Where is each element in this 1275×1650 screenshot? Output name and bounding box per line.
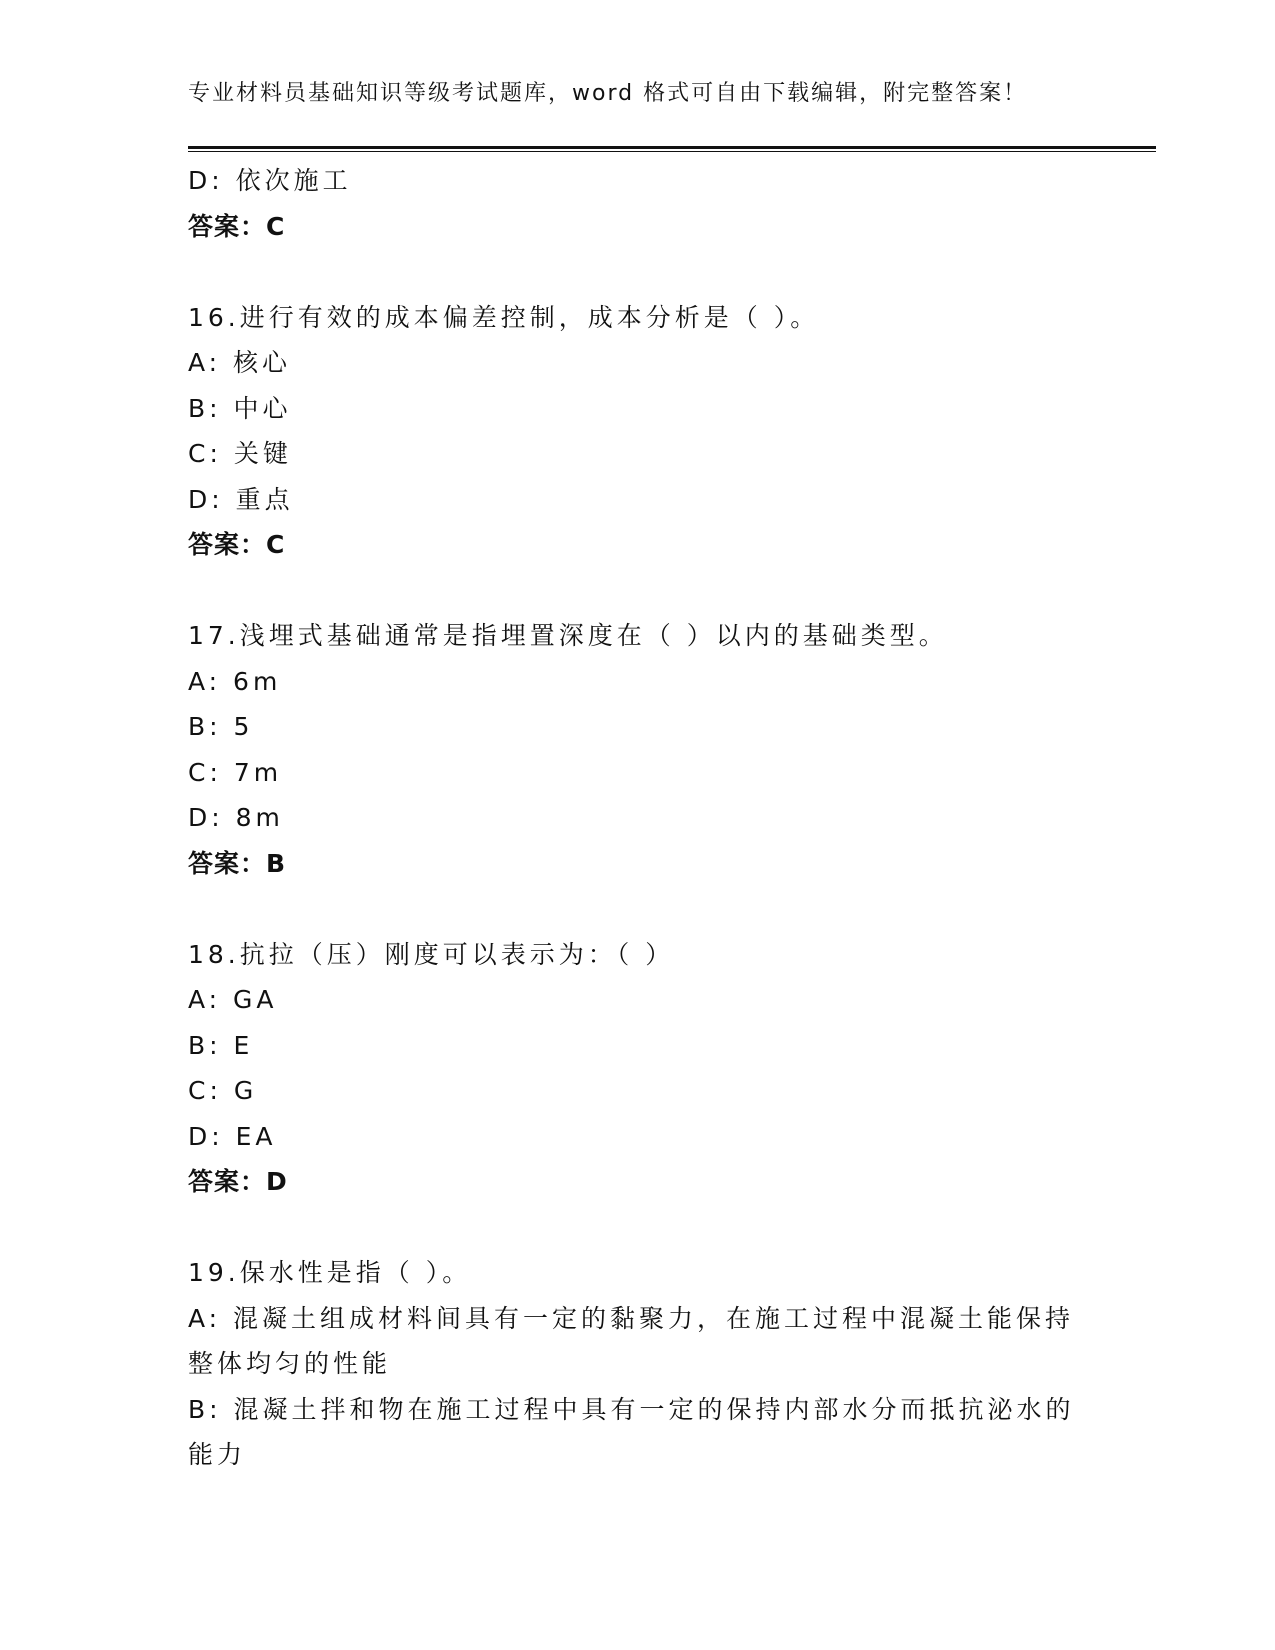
option-c: C: 7m [188, 757, 283, 787]
option-a: A: 6m [188, 666, 282, 696]
option-c: C: G [188, 1076, 258, 1105]
question-18 [188, 932, 1088, 1205]
question-16 [188, 295, 1088, 568]
spacer [188, 568, 1088, 614]
option-a: A: GA [188, 985, 278, 1014]
question-list [188, 158, 1088, 1478]
answer: 答案：B [188, 848, 287, 878]
spacer [188, 1205, 1088, 1251]
page-header-title: 专业材料员基础知识等级考试题库，word 格式可自由下载编辑，附完整答案！ [188, 81, 1028, 106]
option-d: D: EA [188, 1121, 277, 1151]
answer: 答案：D [188, 1167, 288, 1196]
question-stem: 18.抗拉（压）刚度可以表示为：（ ） [188, 939, 675, 969]
option-b: B: 混凝土拌和物在施工过程中具有一定的保持内部水分而抵抗泌水的能力 [188, 1394, 1075, 1469]
spacer [188, 249, 1088, 295]
question-stem: 17.浅埋式基础通常是指埋置深度在（ ）以内的基础类型。 [188, 621, 948, 650]
question-17 [188, 613, 1088, 886]
option-b: B: 5 [188, 712, 254, 741]
option-d: D: 8m [188, 803, 284, 832]
question-stem: 16.进行有效的成本偏差控制，成本分析是（ ）。 [188, 302, 820, 332]
prev-option-d: D: 依次施工 [188, 166, 352, 195]
option-b: B: 中心 [188, 393, 292, 423]
answer: 答案：C [188, 530, 286, 559]
question-19 [188, 1250, 1088, 1478]
option-d: D: 重点 [188, 484, 294, 514]
option-a: A: 核心 [188, 348, 292, 377]
question-stem: 19.保水性是指（ ）。 [188, 1258, 472, 1287]
header-rule-thick [188, 146, 1156, 149]
header-rule-thin [188, 151, 1156, 152]
option-a: A: 混凝土组成材料间具有一定的黏聚力，在施工过程中混凝土能保持整体均匀的性能 [188, 1303, 1075, 1378]
prev-answer: 答案：C [188, 211, 286, 241]
option-b: B: E [188, 1030, 254, 1060]
spacer [188, 886, 1088, 932]
option-c: C: 关键 [188, 439, 292, 468]
